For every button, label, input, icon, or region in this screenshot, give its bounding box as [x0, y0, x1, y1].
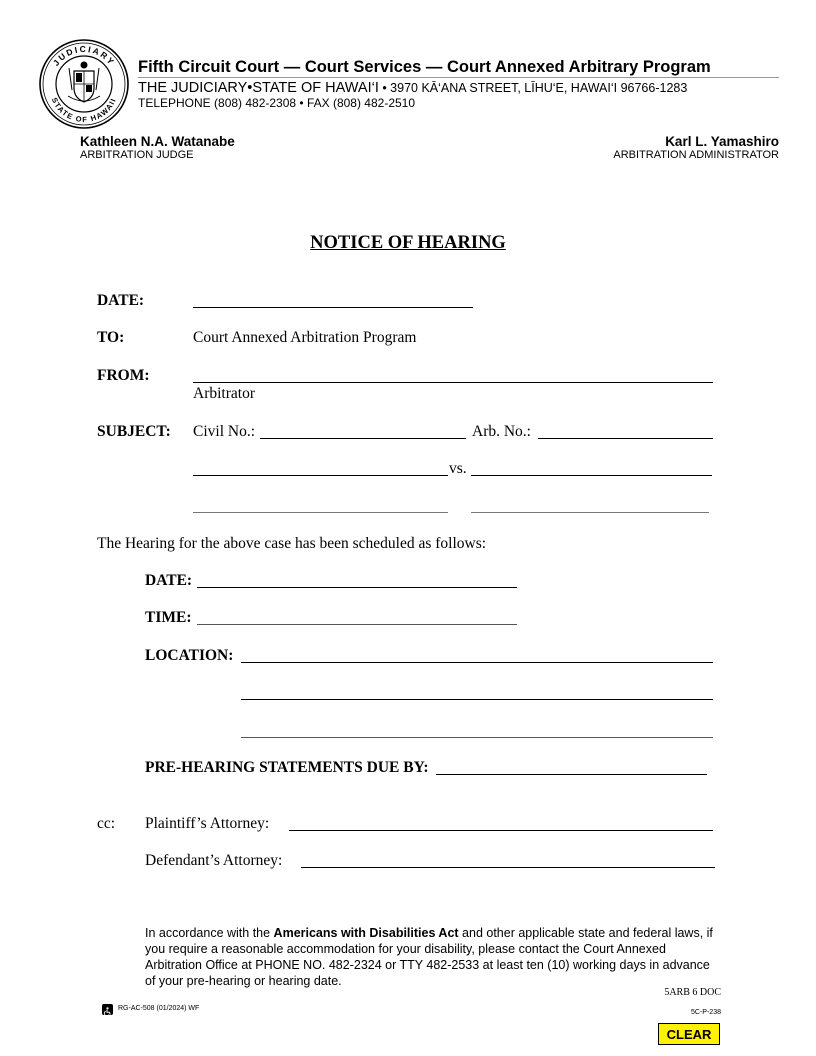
plaintiff-name-field[interactable]	[193, 475, 448, 476]
prehearing-field[interactable]	[436, 774, 707, 775]
location-field-3[interactable]	[241, 737, 713, 738]
court-line: Fifth Circuit Court — Court Services — Court Annexed Arbitrary Program	[138, 58, 711, 76]
date-field[interactable]	[193, 307, 473, 308]
svg-text:STATE OF HAWAII: STATE OF HAWAII	[49, 96, 119, 125]
admin-name: Karl L. Yamashiro	[665, 134, 779, 149]
from-field[interactable]	[193, 382, 713, 383]
to-value: Court Annexed Arbitration Program	[193, 329, 417, 346]
arb-no-label: Arb. No.:	[472, 423, 531, 440]
form-id: RG-AC-508 (01/2024) WF	[118, 1005, 200, 1012]
location-field-1[interactable]	[241, 662, 713, 663]
civil-no-field[interactable]	[260, 438, 466, 439]
prehearing-label: PRE-HEARING STATEMENTS DUE BY:	[145, 759, 429, 776]
ada-text-after: and other applicable state and federal laws, if you require a reasonable accommodation for your disability, please contact the Court Annexed Arbitration Office at PHONE NO. 482-2324 or TTY 482-2533 at least ten (10) working days in advance of your pre-hearing or hearing date.	[145, 926, 713, 988]
accessibility-icon	[102, 1004, 113, 1015]
form-code: 5C-P-238	[691, 1009, 721, 1016]
hearing-date-label: DATE:	[145, 572, 193, 589]
clear-button[interactable]: CLEAR	[658, 1023, 720, 1045]
plaintiff-attorney-field[interactable]	[289, 830, 713, 831]
defendant-attorney-field[interactable]	[301, 867, 715, 868]
admin-title: ARBITRATION ADMINISTRATOR	[613, 149, 779, 161]
judiciary-seal	[38, 38, 130, 130]
hearing-date-field[interactable]	[197, 587, 517, 588]
ada-notice	[145, 925, 715, 989]
hearing-time-field[interactable]	[197, 624, 517, 625]
plaintiff-attorney-label: Plaintiff’s Attorney:	[145, 815, 270, 832]
cc-label: cc:	[97, 815, 116, 832]
ada-text-before: In accordance with the	[145, 926, 274, 940]
header-rule	[138, 77, 779, 78]
street-address: • 3970 KĀ‘ANA STREET, LĪHU‘E, HAWAI‘I 96766-1283	[378, 81, 688, 95]
ada-bold: Americans with Disabilities Act	[273, 926, 459, 940]
judiciary-line: THE JUDICIARY•STATE OF HAWAI‘I	[138, 80, 379, 96]
defendant-name-field[interactable]	[471, 475, 712, 476]
seal-icon	[38, 38, 130, 130]
address-line	[138, 79, 687, 97]
arb-no-field[interactable]	[538, 438, 713, 439]
defendant-name-field-2[interactable]	[471, 512, 709, 513]
doc-code: 5ARB 6 DOC	[664, 987, 721, 998]
civil-no-label: Civil No.:	[193, 423, 256, 440]
phone-line: TELEPHONE (808) 482-2308 • FAX (808) 482-2510	[138, 96, 416, 110]
vs-label: vs.	[449, 460, 467, 477]
scheduled-text: The Hearing for the above case has been scheduled as follows:	[97, 535, 487, 552]
subject-label: SUBJECT:	[97, 423, 171, 440]
form-title: NOTICE OF HEARING	[310, 233, 506, 253]
from-caption: Arbitrator	[193, 385, 255, 402]
judge-name: Kathleen N.A. Watanabe	[80, 134, 235, 149]
date-label: DATE:	[97, 292, 145, 309]
from-label: FROM:	[97, 367, 150, 384]
judge-title: ARBITRATION JUDGE	[80, 149, 194, 161]
location-field-2[interactable]	[241, 699, 713, 700]
defendant-attorney-label: Defendant’s Attorney:	[145, 852, 283, 869]
plaintiff-name-field-2[interactable]	[193, 512, 448, 513]
location-label: LOCATION:	[145, 647, 234, 664]
hearing-time-label: TIME:	[145, 609, 192, 626]
to-label: TO:	[97, 329, 125, 346]
svg-text:JUDICIARY: JUDICIARY	[50, 43, 118, 68]
